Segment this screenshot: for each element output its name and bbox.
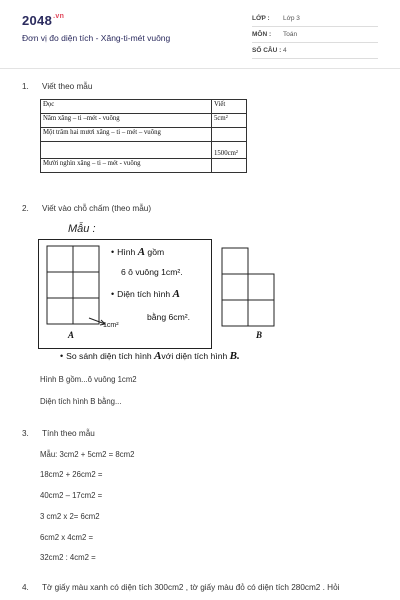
table-header-cell: Viết <box>212 100 247 114</box>
example-figure <box>38 222 328 372</box>
example-box <box>38 239 212 349</box>
worksheet-header <box>0 0 400 68</box>
meta-class: LỚP : Lớp 3 <box>252 14 378 27</box>
table-cell: Mười nghìn xăng – ti – mét - vuông <box>41 159 212 173</box>
table-header-cell: Đọc <box>41 100 212 114</box>
calc-line: 3 cm2 x 2= 6cm2 <box>40 512 100 521</box>
site-logo[interactable]: $2048^{.vn}$ <box>22 13 65 28</box>
bullet-shape-composition: • Hình A gồm <box>111 246 165 258</box>
table-cell: 5cm² <box>212 114 247 128</box>
calc-example-line: Mẫu: 3cm2 + 5cm2 = 8cm2 <box>40 450 135 459</box>
answer-line-b-area: Diện tích hình B bằng... <box>40 397 122 406</box>
example-label: Mẫu : <box>68 223 96 235</box>
table-cell: Một trăm hai mươi xăng – ti – mét – vuông <box>41 128 212 142</box>
question-3-text: Tính theo mẫu <box>42 429 95 438</box>
table-cell <box>41 142 212 159</box>
shape-b-label: B <box>256 330 263 340</box>
unit-square-label: 1cm² <box>103 322 119 329</box>
table-cell <box>212 159 247 173</box>
shape-a-label: A <box>68 330 75 340</box>
table-header-row <box>41 100 247 114</box>
question-2-text: Viết vào chỗ chấm (theo mẫu) <box>42 204 152 213</box>
shape-b-grid <box>220 246 280 336</box>
table-cell: Năm xăng – ti –mét - vuông <box>41 114 212 128</box>
meta-question-count: SỐ CÂU : 4 <box>252 46 378 59</box>
question-1-text: Viết theo mẫu <box>42 82 93 91</box>
answer-line-b-squares: Hình B gồm...ô vuông 1cm2 <box>40 375 137 384</box>
question-4-text: Tờ giấy màu xanh có diện tích 300cm2 , tờ giấy màu đỏ có diện tích 280cm2 . Hỏi <box>42 583 340 592</box>
meta-subject: MÔN : Toán <box>252 30 378 43</box>
compare-instruction: • So sánh diện tích hình Avới diện tích hình B. <box>60 350 240 362</box>
table-cell <box>212 128 247 142</box>
bullet-shape-area: • Diện tích hình A <box>111 288 180 300</box>
table-row <box>41 128 247 142</box>
read-write-table <box>40 99 247 173</box>
table-row <box>41 142 247 159</box>
worksheet-title: Đơn vị đo diện tích - Xăng-ti-mét vuông <box>22 33 171 43</box>
header-divider <box>0 68 400 69</box>
calc-line: 18cm2 + 26cm2 = <box>40 470 103 479</box>
bullet-shape-area-value: bằng 6cm². <box>147 312 190 322</box>
calc-line: 6cm2 x 4cm2 = <box>40 533 94 542</box>
bullet-shape-squares: 6 ô vuông 1cm². <box>121 267 183 277</box>
calc-line: 40cm2 – 17cm2 = <box>40 491 103 500</box>
table-row <box>41 114 247 128</box>
table-cell: 1500cm² <box>212 142 247 159</box>
calc-line: 32cm2 : 4cm2 = <box>40 553 96 562</box>
table-row <box>41 159 247 173</box>
